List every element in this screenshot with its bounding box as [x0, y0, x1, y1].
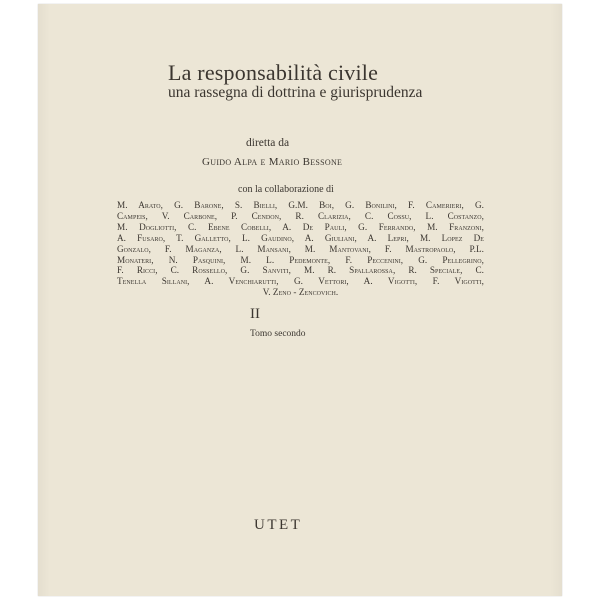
publisher-name: UTET [254, 517, 303, 533]
book-title: La responsabilità civile [168, 60, 379, 85]
volume-number: II [250, 306, 260, 322]
tome-label: Tomo secondo [250, 329, 306, 339]
contributors-line: Monateri, N. Pasquini, M. L. Pedemonte, F. Peccenini, G. Pellegrino, [117, 254, 484, 265]
collaboration-intro: con la collaborazione di [238, 184, 334, 195]
contributors-line: M. Arato, G. Barone, S. Bielli, G.M. Boi, G. Bonilini, F. Camerieri, G. [117, 200, 484, 210]
title-page [38, 4, 562, 596]
editors-names: Guido Alpa e Mario Bessone [202, 156, 343, 168]
contributors-line: F. Ricci, C. Rossello, G. Sanviti, M. R. Spallarossa, R. Speciale, C. [117, 265, 484, 276]
contributors-line: M. Dogliotti, C. Ebene Cobelli, A. De Pauli, G. Ferrando, M. Franzoni, [117, 221, 484, 232]
contributors-list [117, 200, 484, 298]
contributors-line: A. Fusaro, T. Galletto, L. Gaudino, A. Giuliani, A. Lepri, M. Lopez De [117, 232, 484, 243]
edited-by-label: diretta da [246, 137, 290, 149]
contributors-line: V. Zeno - Zencovich. [262, 287, 339, 298]
contributors-line: Campeis, V. Carbone, P. Cendon, R. Clarizia, C. Cossu, L. Costanzo, [117, 210, 484, 221]
contributors-line: Tenella Sillani, A. Venchiarutti, G. Vettori, A. Vigotti, F. Vigotti, [117, 276, 484, 287]
book-subtitle: una rassegna di dottrina e giurisprudenza [168, 84, 423, 101]
contributors-line: Gonzalo, F. Maganza, L. Mansani, M. Mantovani, F. Mastropaolo, P.L. [117, 243, 484, 254]
